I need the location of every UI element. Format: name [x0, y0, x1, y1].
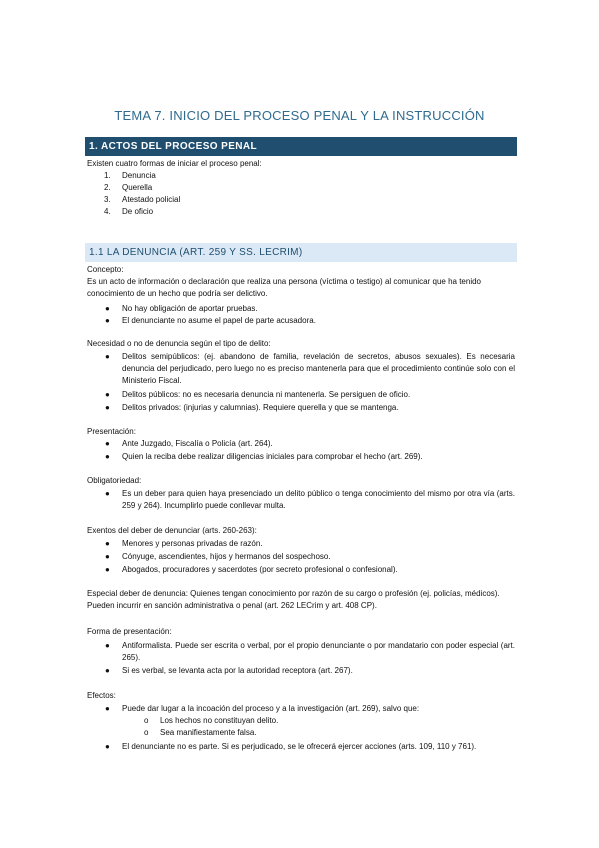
list-item: De oficio: [122, 207, 154, 216]
concepto-text: Es un acto de información o declaración que realiza una persona (víctima o testigo) al comunicar que ha tenido conocimiento de un hecho que podría ser delictivo.: [87, 277, 482, 298]
concepto-label: Concepto:: [87, 265, 124, 274]
bullet-icon: ●: [105, 439, 110, 448]
section-heading-actos: 1. ACTOS DEL PROCESO PENAL: [85, 137, 517, 156]
bullet-icon: ●: [105, 539, 110, 548]
efectos-label: Efectos:: [87, 691, 116, 700]
bullet-icon: ●: [105, 304, 110, 313]
list-item: Puede dar lugar a la incoación del proceso y a la investigación (art. 269), salvo que:: [122, 704, 420, 713]
sub-list-item: Los hechos no constituyan delito.: [160, 716, 279, 725]
presentacion-label: Presentación:: [87, 427, 136, 436]
sub-bullet-icon: o: [144, 728, 149, 737]
bullet-icon: ●: [105, 403, 110, 412]
list-item: Menores y personas privadas de razón.: [122, 539, 263, 548]
sub-bullet-icon: o: [144, 716, 149, 725]
bullet-icon: ●: [105, 452, 110, 461]
document-title: TEMA 7. INICIO DEL PROCESO PENAL Y LA INSTRUCCIÓN: [114, 108, 485, 123]
list-item: Delitos privados: (injurias y calumnias). Requiere querella y que se mantenga.: [122, 403, 399, 412]
forma-label: Forma de presentación:: [87, 627, 172, 636]
bullet-icon: ●: [105, 552, 110, 561]
section1-intro: Existen cuatro formas de iniciar el proceso penal:: [87, 159, 262, 168]
list-item: Abogados, procuradores y sacerdotes (por secreto profesional o confesional).: [122, 565, 398, 574]
bullet-icon: ●: [105, 390, 110, 399]
list-item: El denunciante no asume el papel de parte acusadora.: [122, 316, 316, 325]
list-item: Delitos semipúblicos: (ej. abandono de familia, revelación de secretos, abusos sexuales). Es necesaria denuncia del perjudicado, pero luego no es preciso mantenerla para que el procedimiento continúe solo con el Ministerio Fiscal.: [122, 352, 515, 385]
bullet-icon: ●: [105, 352, 110, 361]
especial-deber-text: Especial deber de denuncia: Quienes tengan conocimiento por razón de su cargo o profesión (ej. policías, médicos). Pueden incurrir en sanción administrativa o penal (art. 262 LECrim y art. 408 CP).: [87, 589, 500, 610]
list-item: Es un deber para quien haya presenciado un delito público o tenga conocimiento del mismo por otra vía (arts. 259 y 264). Incumplirlo puede conllevar multa.: [122, 489, 515, 510]
list-item: Delitos públicos: no es necesaria denuncia ni mantenerla. Se persiguen de oficio.: [122, 390, 411, 399]
necesidad-label: Necesidad o no de denuncia según el tipo de delito:: [87, 339, 271, 348]
list-item: Cónyuge, ascendientes, hijos y hermanos del sospechoso.: [122, 552, 331, 561]
list-number: 4.: [104, 207, 111, 216]
bullet-icon: ●: [105, 489, 110, 498]
sub-list-item: Sea manifiestamente falsa.: [160, 728, 257, 737]
list-number: 1.: [104, 171, 111, 180]
exentos-label: Exentos del deber de denunciar (arts. 260-263):: [87, 526, 257, 535]
bullet-icon: ●: [105, 704, 110, 713]
bullet-icon: ●: [105, 316, 110, 325]
bullet-icon: ●: [105, 742, 110, 751]
section-heading-denuncia: 1.1 LA DENUNCIA (ART. 259 Y SS. LECRIM): [85, 243, 517, 262]
list-item: No hay obligación de aportar pruebas.: [122, 304, 258, 313]
bullet-icon: ●: [105, 666, 110, 675]
bullet-icon: ●: [105, 565, 110, 574]
bullet-icon: ●: [105, 641, 110, 650]
list-number: 2.: [104, 183, 111, 192]
list-item: Atestado policial: [122, 195, 181, 204]
obligatoriedad-label: Obligatoriedad:: [87, 476, 142, 485]
list-item: El denunciante no es parte. Si es perjudicado, se le ofrecerá ejercer acciones (arts. 109, 110 y 761).: [122, 742, 477, 751]
list-item: Denuncia: [122, 171, 156, 180]
list-number: 3.: [104, 195, 111, 204]
list-item: Si es verbal, se levanta acta por la autoridad receptora (art. 267).: [122, 666, 353, 675]
list-item: Quien la reciba debe realizar diligencias iniciales para comprobar el hecho (art. 269).: [122, 452, 423, 461]
list-item: Antiformalista. Puede ser escrita o verbal, por el propio denunciante o por mandatario con poder especial (art. 265).: [122, 641, 515, 662]
list-item: Querella: [122, 183, 153, 192]
list-item: Ante Juzgado, Fiscalía o Policía (art. 264).: [122, 439, 273, 448]
